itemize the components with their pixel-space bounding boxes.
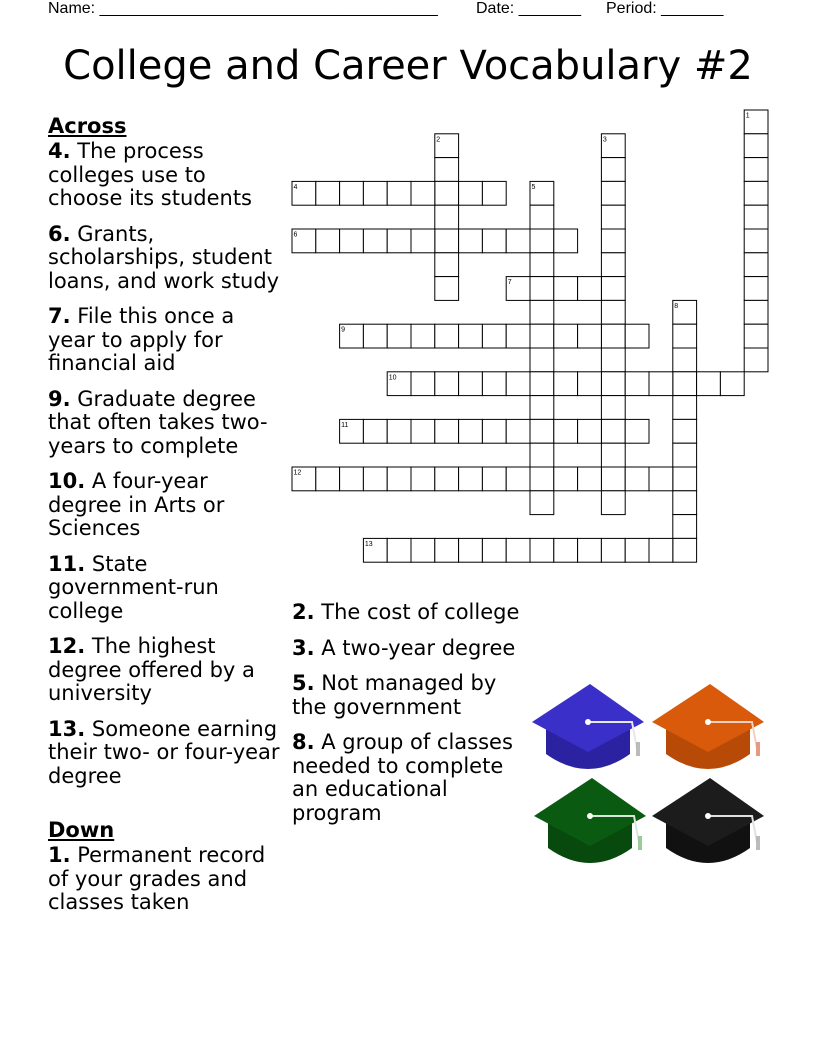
crossword-cell[interactable]	[482, 538, 506, 562]
clue-number-label: 12	[293, 469, 302, 477]
crossword-cell[interactable]	[673, 372, 697, 396]
clue-number: 13.	[48, 716, 86, 741]
crossword-cell[interactable]	[411, 372, 435, 396]
clue-text: The highest degree offered by a university	[48, 634, 255, 705]
crossword-cell[interactable]	[340, 324, 364, 348]
crossword-cell[interactable]	[340, 467, 364, 491]
crossword-cell[interactable]	[601, 277, 625, 301]
crossword-cell[interactable]	[530, 396, 554, 420]
crossword-cell[interactable]	[601, 324, 625, 348]
crossword-cell[interactable]	[673, 443, 697, 467]
crossword-cell[interactable]	[554, 324, 578, 348]
crossword-cell[interactable]	[601, 253, 625, 277]
crossword-cell[interactable]	[744, 205, 768, 229]
clue-text: Permanent record of your grades and classes taken	[48, 843, 266, 914]
crossword-cell[interactable]	[506, 324, 530, 348]
crossword-cell[interactable]	[601, 134, 625, 158]
clue-number-label: 6	[293, 231, 298, 239]
clue-number-label: 5	[531, 183, 536, 191]
crossword-cell[interactable]	[482, 324, 506, 348]
crossword-cell[interactable]	[601, 396, 625, 420]
crossword-cell[interactable]	[340, 419, 364, 443]
crossword-cell[interactable]	[482, 467, 506, 491]
across-clue	[48, 223, 286, 294]
down-clue	[292, 731, 522, 825]
crossword-cell[interactable]	[387, 419, 411, 443]
crossword-cell[interactable]	[673, 419, 697, 443]
crossword-cell[interactable]	[673, 515, 697, 539]
crossword-cell[interactable]	[435, 229, 459, 253]
clue-text: The process colleges use to choose its students	[48, 139, 252, 210]
crossword-cell[interactable]	[363, 419, 387, 443]
clue-number-label: 9	[341, 326, 346, 334]
clue-number-label: 7	[507, 279, 512, 287]
across-clue	[48, 470, 286, 541]
crossword-cell[interactable]	[625, 538, 649, 562]
crossword-cell[interactable]	[554, 277, 578, 301]
clue-text: Someone earning their two- or four-year degree	[48, 716, 280, 788]
crossword-cell[interactable]	[720, 372, 744, 396]
crossword-cell[interactable]	[601, 229, 625, 253]
crossword-cell[interactable]	[554, 419, 578, 443]
crossword-cell[interactable]	[744, 253, 768, 277]
crossword-cell[interactable]	[601, 158, 625, 182]
crossword-cell[interactable]	[387, 324, 411, 348]
crossword-cell[interactable]	[459, 181, 483, 205]
across-clue	[48, 140, 286, 211]
crossword-cell[interactable]	[649, 372, 673, 396]
crossword-cell[interactable]	[625, 372, 649, 396]
down-heading: Down	[48, 818, 115, 842]
across-heading: Across	[48, 114, 127, 138]
crossword-cell[interactable]	[387, 181, 411, 205]
crossword-cell[interactable]	[411, 181, 435, 205]
across-clue	[48, 635, 286, 706]
crossword-cell[interactable]	[459, 324, 483, 348]
clue-number: 6.	[48, 221, 71, 246]
crossword-cell[interactable]	[316, 229, 340, 253]
crossword-cell[interactable]	[625, 419, 649, 443]
crossword-cell[interactable]	[387, 467, 411, 491]
crossword-cell[interactable]	[482, 181, 506, 205]
crossword-cell[interactable]	[673, 300, 697, 324]
crossword-cell[interactable]	[435, 253, 459, 277]
crossword-cell[interactable]	[482, 229, 506, 253]
crossword-cell[interactable]	[459, 538, 483, 562]
clue-number: 11.	[48, 551, 86, 576]
graduation-cap-green-icon	[534, 778, 646, 870]
crossword-cell[interactable]	[578, 538, 602, 562]
date-field-label[interactable]: Date: _______	[476, 0, 581, 17]
crossword-cell[interactable]	[744, 134, 768, 158]
clue-text: Graduate degree that often takes two-years to complete	[48, 386, 268, 458]
clue-number-label: 8	[674, 302, 679, 310]
crossword-cell[interactable]	[435, 324, 459, 348]
down-clues-left	[48, 818, 286, 927]
crossword-cell[interactable]	[506, 419, 530, 443]
crossword-cell[interactable]	[744, 324, 768, 348]
name-field-label[interactable]: Name: ______________________________________	[48, 0, 438, 17]
crossword-cell[interactable]	[316, 181, 340, 205]
crossword-cell[interactable]	[649, 467, 673, 491]
across-clue	[48, 305, 286, 376]
clue-text: A four-year degree in Arts or Sciences	[48, 469, 225, 540]
crossword-cell[interactable]	[292, 181, 316, 205]
crossword-cell[interactable]	[340, 229, 364, 253]
crossword-cell[interactable]	[530, 324, 554, 348]
crossword-cell[interactable]	[530, 300, 554, 324]
clue-number-label: 10	[388, 374, 397, 382]
header-line	[0, 0, 816, 20]
crossword-cell[interactable]	[459, 229, 483, 253]
crossword-cell[interactable]	[530, 348, 554, 372]
crossword-cell[interactable]	[435, 277, 459, 301]
clue-text: State government-run college	[48, 551, 219, 623]
crossword-cell[interactable]	[530, 443, 554, 467]
crossword-cell[interactable]	[506, 277, 530, 301]
graduation-cap-blue-icon	[532, 684, 644, 776]
crossword-cell[interactable]	[625, 324, 649, 348]
clue-number-label: 4	[293, 183, 298, 191]
crossword-cell[interactable]	[387, 229, 411, 253]
clue-number-label: 13	[364, 540, 373, 548]
graduation-cap-orange-icon	[652, 684, 764, 776]
crossword-cell[interactable]	[601, 467, 625, 491]
crossword-cell[interactable]	[744, 110, 768, 134]
crossword-cell[interactable]	[744, 348, 768, 372]
crossword-cell[interactable]	[363, 324, 387, 348]
crossword-cell[interactable]	[292, 467, 316, 491]
crossword-cell[interactable]	[530, 253, 554, 277]
clue-number-label: 2	[436, 136, 441, 144]
crossword-cell[interactable]	[411, 467, 435, 491]
crossword-cell[interactable]	[435, 538, 459, 562]
crossword-cell[interactable]	[387, 538, 411, 562]
down-clue	[292, 601, 522, 625]
crossword-cell[interactable]	[435, 372, 459, 396]
crossword-cell[interactable]	[601, 348, 625, 372]
crossword-cell[interactable]	[506, 538, 530, 562]
crossword-cell[interactable]	[387, 372, 411, 396]
crossword-cell[interactable]	[554, 229, 578, 253]
crossword-cell[interactable]	[554, 538, 578, 562]
crossword-cell[interactable]	[411, 419, 435, 443]
crossword-cell[interactable]	[578, 372, 602, 396]
clue-number: 7.	[48, 304, 71, 328]
crossword-cell[interactable]	[435, 467, 459, 491]
crossword-cell[interactable]	[316, 467, 340, 491]
clue-number: 12.	[48, 634, 86, 658]
clue-number: 4.	[48, 139, 71, 163]
clue-number-label: 3	[602, 136, 607, 144]
clue-number: 5.	[292, 671, 315, 695]
graduation-cap-black-icon	[652, 778, 764, 870]
crossword-cell[interactable]	[578, 467, 602, 491]
crossword-cell[interactable]	[363, 229, 387, 253]
crossword-cell[interactable]	[411, 538, 435, 562]
crossword-cell[interactable]	[744, 229, 768, 253]
crossword-cell[interactable]	[578, 324, 602, 348]
crossword-cell[interactable]	[673, 538, 697, 562]
crossword-cell[interactable]	[435, 205, 459, 229]
crossword-cell[interactable]	[506, 467, 530, 491]
crossword-cell[interactable]	[673, 396, 697, 420]
clue-text: Not managed by the government	[292, 671, 497, 719]
crossword-cell[interactable]	[411, 324, 435, 348]
crossword-cell[interactable]	[292, 229, 316, 253]
crossword-cell[interactable]	[530, 277, 554, 301]
clue-text: File this once a year to apply for financial aid	[48, 304, 235, 375]
crossword-cell[interactable]	[363, 467, 387, 491]
across-clues	[48, 114, 286, 800]
crossword-cell[interactable]	[601, 491, 625, 515]
clue-text: The cost of college	[314, 600, 520, 624]
crossword-cell[interactable]	[530, 467, 554, 491]
crossword-cell[interactable]	[459, 467, 483, 491]
crossword-cell[interactable]	[578, 277, 602, 301]
crossword-cell[interactable]	[601, 419, 625, 443]
crossword-cell[interactable]	[530, 538, 554, 562]
crossword-cell[interactable]	[744, 277, 768, 301]
crossword-cell[interactable]	[530, 491, 554, 515]
crossword-cell[interactable]	[411, 229, 435, 253]
down-clues-right	[292, 601, 522, 837]
page-title: College and Career Vocabulary #2	[63, 43, 753, 89]
across-clue	[48, 718, 286, 789]
crossword-cell[interactable]	[435, 419, 459, 443]
crossword-cell[interactable]	[601, 538, 625, 562]
crossword-cell[interactable]	[649, 538, 673, 562]
crossword-cell[interactable]	[506, 372, 530, 396]
clue-text: A two-year degree	[314, 635, 516, 660]
crossword-cell[interactable]	[459, 372, 483, 396]
clue-number-label: 1	[745, 112, 750, 120]
crossword-cell[interactable]	[435, 134, 459, 158]
clue-number: 10.	[48, 469, 86, 493]
across-clue	[48, 388, 286, 459]
crossword-cell[interactable]	[482, 372, 506, 396]
crossword-cell[interactable]	[530, 181, 554, 205]
crossword-cell[interactable]	[673, 467, 697, 491]
clue-number-label: 11	[341, 421, 349, 429]
crossword-cell[interactable]	[601, 181, 625, 205]
clue-number: 8.	[292, 730, 315, 754]
down-clue	[48, 844, 286, 915]
crossword-cell[interactable]	[363, 181, 387, 205]
crossword-cell[interactable]	[673, 348, 697, 372]
period-field-label[interactable]: Period: _______	[606, 0, 724, 17]
clue-text: Grants, scholarships, student loans, and work study	[48, 221, 280, 293]
clue-text: A group of classes needed to complete an educational program	[292, 730, 513, 825]
crossword-cell[interactable]	[530, 419, 554, 443]
crossword-cell[interactable]	[744, 300, 768, 324]
crossword-cell[interactable]	[363, 538, 387, 562]
crossword-cell[interactable]	[530, 205, 554, 229]
crossword-cell[interactable]	[601, 443, 625, 467]
crossword-cell[interactable]	[578, 419, 602, 443]
down-clue	[292, 637, 522, 661]
crossword-cell[interactable]	[601, 300, 625, 324]
crossword-cell[interactable]	[340, 181, 364, 205]
crossword-cell[interactable]	[530, 372, 554, 396]
crossword-cell[interactable]	[482, 419, 506, 443]
crossword-cell[interactable]	[435, 158, 459, 182]
clue-number: 9.	[48, 386, 71, 411]
crossword-cell[interactable]	[673, 491, 697, 515]
crossword-cell[interactable]	[601, 205, 625, 229]
clue-number: 1.	[48, 843, 71, 867]
crossword-cell[interactable]	[435, 181, 459, 205]
clue-number: 3.	[292, 635, 315, 660]
crossword-cell[interactable]	[625, 467, 649, 491]
crossword-cell[interactable]	[673, 324, 697, 348]
crossword-cell[interactable]	[459, 419, 483, 443]
across-clue	[48, 553, 286, 624]
clue-number: 2.	[292, 600, 315, 624]
crossword-cell[interactable]	[697, 372, 721, 396]
crossword-cell[interactable]	[744, 158, 768, 182]
crossword-cell[interactable]	[554, 372, 578, 396]
crossword-cell[interactable]	[506, 229, 530, 253]
crossword-cell[interactable]	[744, 181, 768, 205]
crossword-cell[interactable]	[554, 467, 578, 491]
down-clue	[292, 672, 522, 719]
crossword-cell[interactable]	[601, 372, 625, 396]
crossword-cell[interactable]	[530, 229, 554, 253]
